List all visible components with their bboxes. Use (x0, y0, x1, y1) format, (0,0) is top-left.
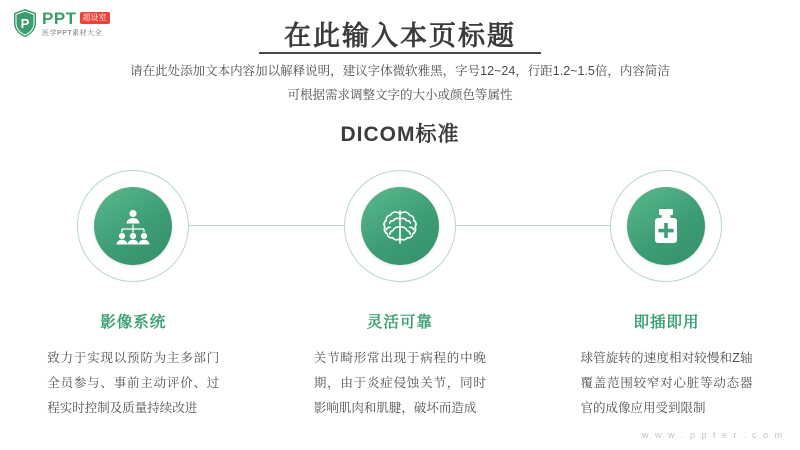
icon-disc-2 (361, 187, 439, 265)
page-subtitle-line1: 请在此处添加文本内容加以解释说明，建议字体微软雅黑，字号12~24，行距1.2~1.5倍，内容简洁 (130, 64, 670, 78)
columns-container (0, 170, 800, 421)
icon-ring-3 (610, 170, 722, 282)
logo-subtitle: 医学PPT素材大全 (42, 29, 103, 37)
page-subtitle (0, 60, 800, 108)
logo-badge: 超设室 (80, 12, 110, 24)
team-users-icon (113, 206, 153, 246)
column-title: 即插即用 (633, 314, 700, 331)
svg-text:P: P (20, 16, 30, 31)
column-title: 影像系统 (100, 314, 167, 331)
medicine-bottle-icon (646, 206, 686, 246)
icon-disc-1 (94, 187, 172, 265)
page-title: 在此输入本页标题 (284, 21, 516, 51)
section-heading: DICOM标准 (340, 123, 460, 146)
column-plug-and-play[interactable] (533, 170, 800, 421)
brain-icon (379, 205, 421, 247)
footer-watermark: w w w . p p t e r . c o m (641, 430, 784, 440)
logo-brand: PPT (42, 8, 77, 28)
column-flexible-reliable[interactable] (267, 170, 534, 421)
icon-disc-3 (627, 187, 705, 265)
column-body: 球管旋转的速度相对较慢和Z轴覆盖范围较窄对心脏等动态器官的成像应用受到限制 (580, 351, 753, 415)
column-imaging-system[interactable] (0, 170, 267, 421)
icon-ring-1 (77, 170, 189, 282)
page-subtitle-line2: 可根据需求调整文字的大小或颜色等属性 (287, 87, 513, 102)
column-body: 致力于实现以预防为主多部门全员参与、事前主动评价、过程实时控制及质量持续改进 (47, 351, 220, 415)
title-underline (259, 52, 541, 54)
icon-ring-2 (344, 170, 456, 282)
column-body: 关节畸形常出现于病程的中晚期，由于炎症侵蚀关节，同时影响肌肉和肌腱，破坏而造成 (313, 351, 486, 415)
column-title: 灵活可靠 (366, 314, 433, 331)
